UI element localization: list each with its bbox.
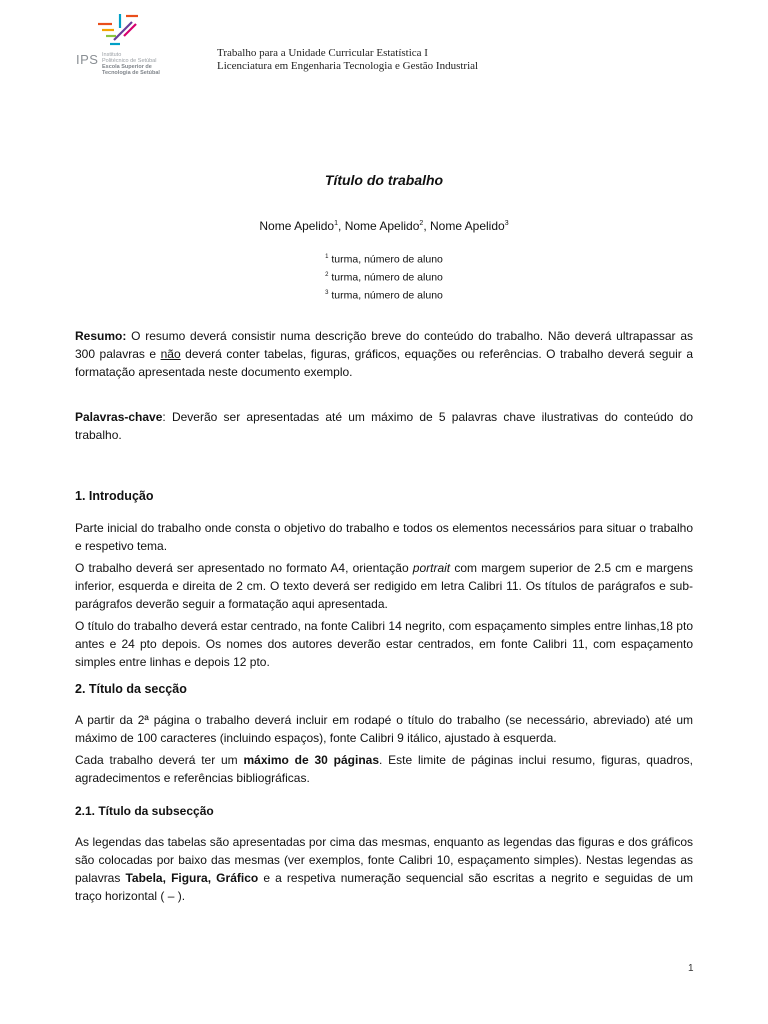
section-2-body [75, 711, 693, 791]
affiliation-3: $^3$ turma, número de aluno [325, 289, 443, 302]
ips-logo [76, 10, 186, 82]
logo-school-text: Escola Superior de Tecnologia de Setúbal [102, 64, 160, 76]
section-1-body [75, 519, 693, 675]
section-2-1-body [75, 833, 693, 909]
logo-ips-text: IPS [76, 52, 99, 67]
section-2-paragraph-2: Cada trabalho deverá ter um máximo de 30 páginas. Este limite de páginas inclui resumo, figuras, quadros, agradecimentos e referências bibliográficas. [75, 753, 693, 785]
affiliation-2: $^2$ turma, número de aluno [325, 271, 443, 284]
logo-mark-icon [90, 10, 150, 50]
section-2-1-paragraph-1: As legendas das tabelas são apresentadas por cima das mesmas, enquanto as legendas das figuras e dos gráficos são colocadas por baixo das mesmas (ver exemplos, fonte Calibri 10, espaçamento simples). Nestas legendas as palavras Tabela, Figura, Gráfico e a respetiva numeração sequencial são escritas a negrito e seguidas de um traço horizontal ( – ). [75, 835, 693, 903]
section-1-paragraph-2: O trabalho deverá ser apresentado no formato A4, orientação portrait com margem superior de 2.5 cm e margens inferior, esquerda e direita de 2 cm. O texto deverá ser redigido em letra Calibri 11. Os títulos de parágrafos e sub-parágrafos deverão seguir a formatação aqui apresentada. [75, 561, 693, 611]
author-1: Nome Apelido [259, 219, 335, 233]
affiliation-1: $^1$ turma, número de aluno [325, 253, 443, 266]
author-3: Nome Apelido [429, 219, 505, 233]
section-1-paragraph-1: Parte inicial do trabalho onde consta o objetivo do trabalho e todos os elementos necessários para situar o trabalho e respetivo tema. [75, 521, 693, 553]
header-line-2: Licenciatura em Engenharia Tecnologia e Gestão Industrial [217, 60, 479, 72]
author-list: Nome Apelido$^1$, Nome Apelido$^2$, Nome Apelido$^3$ [259, 219, 509, 233]
keywords-label: Palavras-chave [75, 410, 163, 424]
section-1-paragraph-3: O título do trabalho deverá estar centrado, na fonte Calibri 14 negrito, com espaçamento simples entre linhas,18 pto antes e 24 pto depois. Os nomes dos autores deverão estar centrados, em fonte Calibri 11, com espaçamento simples entre linhas e depois 12 pto. [75, 619, 693, 669]
document-title: Título do trabalho [324, 172, 444, 188]
section-2-paragraph-1: A partir da 2ª página o trabalho deverá incluir em rodapé o título do trabalho (se necessário, abreviado) até um máximo de 100 caracteres (incluindo espaços), fonte Calibri 9 itálico, ajustado à esquerda. [75, 713, 693, 745]
header-text [217, 47, 478, 73]
abstract-paragraph: Resumo: O resumo deverá consistir numa descrição breve do conteúdo do trabalho. Não deverá ultrapassar as 300 palavras e não deverá conter tabelas, figuras, gráficos, equações ou referências. O trabalho deverá seguir a formatação apresentada neste documento exemplo. [75, 329, 693, 379]
underlined-word: não [160, 347, 181, 361]
abstract-label: Resumo: [75, 329, 127, 343]
section-2-heading: 2. Título da secção [75, 682, 187, 696]
logo-institute-text: Instituto Politécnico de Setúbal [102, 52, 157, 64]
section-2-1-heading: 2.1. Título da subsecção [75, 804, 214, 818]
page-number: 1 [688, 963, 694, 974]
keywords-paragraph: Palavras-chave: Deverão ser apresentadas até um máximo de 5 palavras chave ilustrativas do conteúdo do trabalho. [75, 410, 693, 442]
affiliation-list [75, 250, 693, 304]
section-1-heading: 1. Introdução [75, 489, 154, 503]
header-line-1: Trabalho para a Unidade Curricular Estatística I [217, 47, 428, 59]
author-2: Nome Apelido [344, 219, 420, 233]
